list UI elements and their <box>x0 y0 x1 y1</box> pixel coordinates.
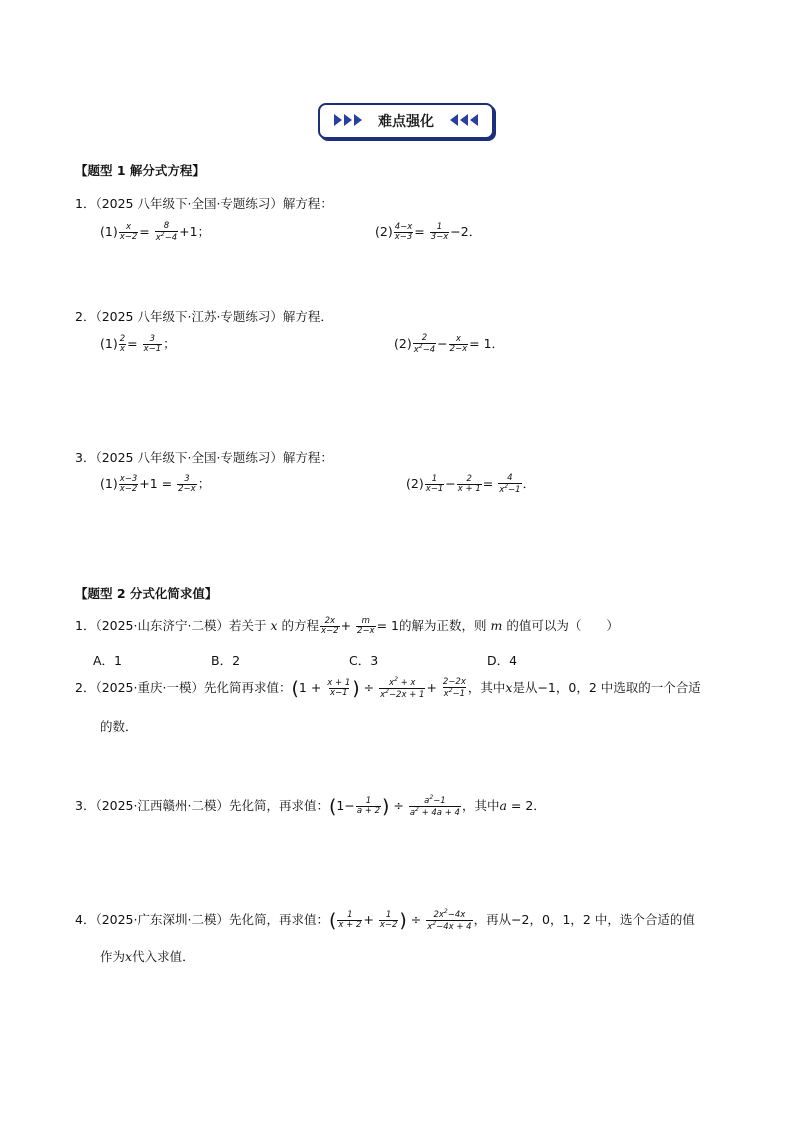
s2-q1-option-a: A．1 <box>93 653 123 668</box>
s1-q2-part1: (1) $\frac{2}{x}$ = $\frac{3}{x-1}$ ； <box>100 334 176 354</box>
s2-q4-line2: 作为x代入求值． <box>100 949 195 964</box>
section-banner <box>318 103 494 139</box>
s2-q2-text: 2．（2025·重庆·一模）先化简再求值：(1 + $\frac{x + 1}{x-1}$ ) ÷ $\frac{x^2 + x}{x^2-2x + 1}$ + $\frac{2-2x}{x^2-1}$ ，其中x是从−1，0，2 中选取的一个合适 <box>75 676 701 700</box>
s1-q2-part2: (2) $\frac{2}{x^2-4}$ − $\frac{x}{2-x}$ = 1． <box>394 333 505 355</box>
s1-q3-part1: (1) $\frac{x-3}{x-2}$ +1 = $\frac{3}{2-x}$ ； <box>100 474 211 494</box>
s2-q1-option-d: D．4 <box>487 653 518 668</box>
s1-q1-part1: (1) $\frac{x}{x-2}$ = $\frac{8}{x^2-4}$ +1； <box>100 221 211 243</box>
section2-heading: 【题型 2 分式化简求值】 <box>75 586 218 601</box>
s2-q1-option-c: C．3 <box>349 653 379 668</box>
s2-q4-text: 4．（2025·广东深圳·二模）先化简，再求值：( $\frac{1}{x + 2}$ + $\frac{1}{x-2}$ ) ÷ $\frac{2x^2-4x}{x^2-4x + 4}$ ，再从−2，0，1，2 中，选个合适的值 <box>75 908 695 932</box>
s2-q3-text: 3．（2025·江西赣州·二模）先化简，再求值：(1− $\frac{1}{a + 2}$ ) ÷ $\frac{a^2-1}{a^2 + 4a + 4}$ ，其中a = 2． <box>75 794 546 818</box>
section1-heading: 【题型 1 解分式方程】 <box>75 163 205 178</box>
s2-q1-option-b: B．2 <box>211 653 241 668</box>
s1-q3-part2: (2) $\frac{1}{x-1}$ − $\frac{2}{x + 1}$ = $\frac{4}{x^2-1}$ ． <box>406 473 536 495</box>
right-arrows-icon <box>334 114 364 129</box>
s2-q1-text: 1．（2025·山东济宁·二模）若关于 x 的方程 $\frac{2x}{x-2}$ + $\frac{m}{2-x}$ = 1的解为正数，则 m 的值可以为（ ） <box>75 616 619 636</box>
s1-q3-prompt: 3．（2025 八年级下·全国·专题练习）解方程： <box>75 450 333 465</box>
s1-q1-prompt: 1．（2025 八年级下·全国·专题练习）解方程： <box>75 196 333 211</box>
s2-q2-line2: 的数． <box>100 719 138 734</box>
banner-title: 难点强化 <box>378 114 434 130</box>
s1-q1-part2: (2) $\frac{4-x}{x-3}$ = $\frac{1}{3-x}$ −2． <box>375 222 482 242</box>
left-arrows-icon <box>448 114 478 129</box>
s1-q2-prompt: 2．（2025 八年级下·江苏·专题练习）解方程． <box>75 309 333 324</box>
